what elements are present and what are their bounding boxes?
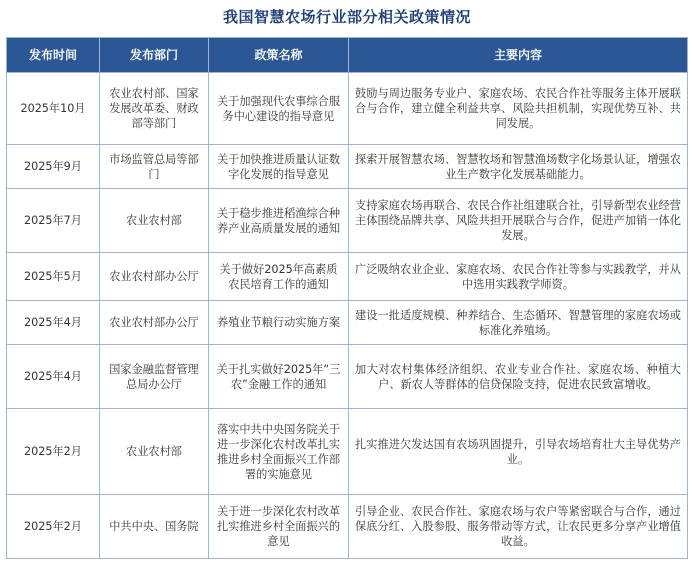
cell-policy-name: 关于扎实做好2025年“三农”金融工作的通知 — [209, 345, 349, 409]
cell-date: 2025年2月 — [7, 495, 100, 559]
cell-content: 扎实推进欠发达国有农场巩固提升，引导农场培育壮大主导优势产业。 — [349, 409, 688, 495]
cell-content: 加大对农村集体经济组织、农业专业合作社、家庭农场、种植大户、新农人等群体的信贷保险支持，促进农民致富增收。 — [349, 345, 688, 409]
table-row — [7, 189, 688, 253]
table-row — [7, 73, 688, 145]
cell-dept: 国家金融监督管理总局办公厅 — [100, 345, 209, 409]
cell-policy-name: 落实中共中央国务院关于进一步深化农村改革扎实推进乡村全面振兴工作部署的实施意见 — [209, 409, 349, 495]
cell-policy-name: 关于加强现代农事综合服务中心建设的指导意见 — [209, 73, 349, 145]
cell-dept: 农业农村部办公厅 — [100, 301, 209, 345]
cell-dept: 农业农村部、国家发展改革委、财政部等部门 — [100, 73, 209, 145]
cell-dept: 市场监管总局等部门 — [100, 145, 209, 189]
cell-content: 建设一批适度规模、种养结合、生态循环、智慧管理的家庭农场或标准化养殖场。 — [349, 301, 688, 345]
cell-policy-name: 关于加快推进质量认证数字化发展的指导意见 — [209, 145, 349, 189]
table-row — [7, 145, 688, 189]
page-title: 我国智慧农场行业部分相关政策情况 — [222, 8, 471, 26]
cell-date: 2025年7月 — [7, 189, 100, 253]
cell-content: 引导企业、农民合作社、家庭农场与农户等紧密联合与合作，通过保底分红、入股参股、服务带动等方式，让农民更多分享产业增值收益。 — [349, 495, 688, 559]
table-row — [7, 345, 688, 409]
cell-policy-name: 关于做好2025年高素质农民培育工作的通知 — [209, 253, 349, 301]
cell-content: 鼓励与周边服务专业户、家庭农场、农民合作社等服务主体开展联合与合作，建立健全利益共享、风险共担机制，实现优势互补、共同发展。 — [349, 73, 688, 145]
cell-dept: 农业农村部 — [100, 189, 209, 253]
cell-content: 支持家庭农场再联合、农民合作社组建联合社，引导新型农业经营主体围绕品牌共享、风险共担开展联合与合作，促进产加销一体化发展。 — [349, 189, 688, 253]
table-row — [7, 301, 688, 345]
column-header-dept: 发布部门 — [100, 38, 209, 73]
cell-policy-name: 养殖业节粮行动实施方案 — [209, 301, 349, 345]
table-row — [7, 409, 688, 495]
policy-table — [6, 37, 688, 559]
table-row — [7, 495, 688, 559]
cell-date: 2025年4月 — [7, 345, 100, 409]
cell-dept: 农业农村部办公厅 — [100, 253, 209, 301]
column-header-date: 发布时间 — [7, 38, 100, 73]
column-header-content: 主要内容 — [349, 38, 688, 73]
cell-date: 2025年4月 — [7, 301, 100, 345]
cell-dept: 中共中央、国务院 — [100, 495, 209, 559]
cell-date: 2025年10月 — [7, 73, 100, 145]
cell-policy-name: 关于稳步推进稻渔综合种养产业高质量发展的通知 — [209, 189, 349, 253]
cell-content: 广泛吸纳农业企业、家庭农场、农民合作社等参与实践教学，并从中选用实践教学师资。 — [349, 253, 688, 301]
table-row — [7, 253, 688, 301]
cell-content: 探索开展智慧农场、智慧牧场和智慧渔场数字化场景认证，增强农业生产数字化发展基础能力。 — [349, 145, 688, 189]
cell-dept: 农业农村部 — [100, 409, 209, 495]
column-header-name: 政策名称 — [209, 38, 349, 73]
cell-date: 2025年5月 — [7, 253, 100, 301]
cell-policy-name: 关于进一步深化农村改革 扎实推进乡村全面振兴的意见 — [209, 495, 349, 559]
table-header-row — [7, 38, 688, 73]
cell-date: 2025年9月 — [7, 145, 100, 189]
cell-date: 2025年2月 — [7, 409, 100, 495]
